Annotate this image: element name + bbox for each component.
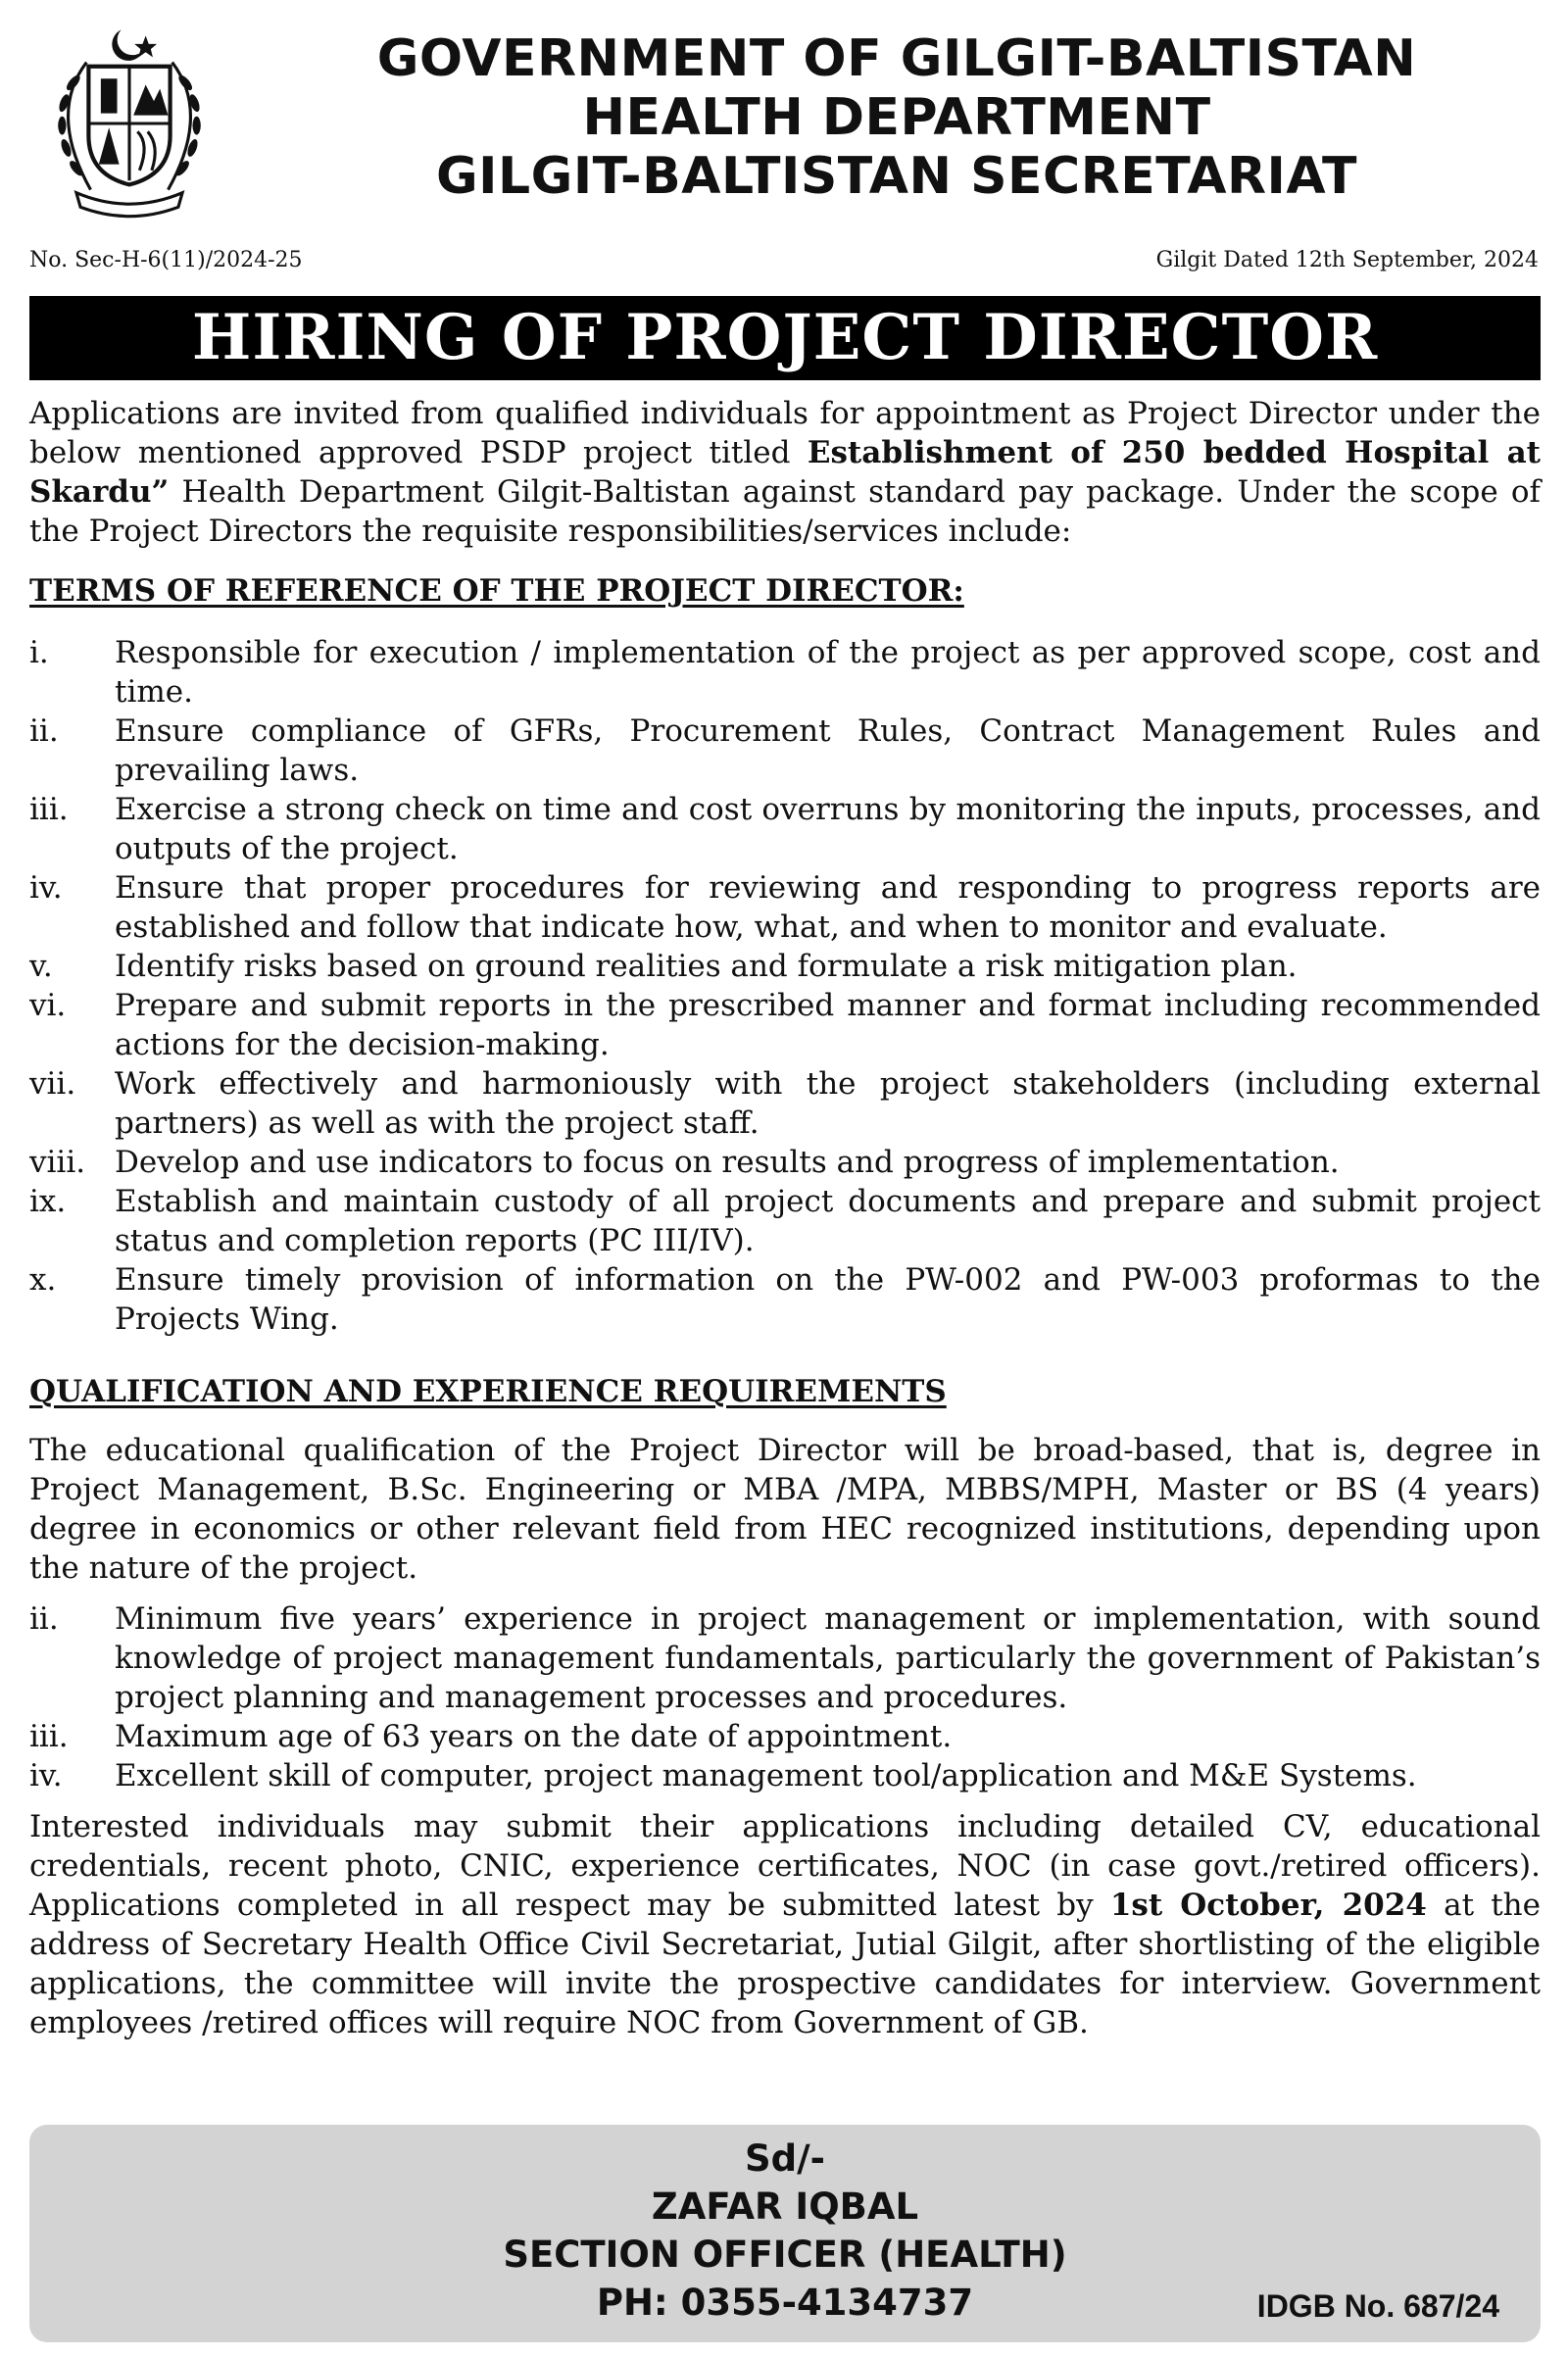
page-title: HIRING OF PROJECT DIRECTOR: [29, 296, 1541, 380]
idgb-number: IDGB No. 687/24: [1256, 2288, 1499, 2324]
intro-text-2: Health Department Gilgit-Baltistan against standard pay package. Under the scope of the Project Directors the requisite responsibilities/services include:: [29, 474, 1541, 549]
list-item: v. Identify risks based on ground realities and formulate a risk mitigation plan.: [29, 949, 1298, 984]
list-item: iv. Excellent skill of computer, project management tool/application and M&E Systems.: [29, 1758, 1417, 1793]
reference-row: [29, 248, 1539, 277]
header-line-government: GOVERNMENT OF GILGIT-BALTISTAN: [376, 29, 1417, 88]
closing-text-1: Interested individuals may submit their applications including detailed CV, educational credentials, recent photo, CNIC, experience certificates, NOC (in case govt./retired officers). Applications completed in all respect may be submitted latest by: [29, 1809, 1541, 1923]
header-line-secretariat: GILGIT-BALTISTAN SECRETARIAT: [435, 147, 1358, 206]
list-item: iii. Exercise a strong check on time and cost overruns by monitoring the inputs, processes, and outputs of the project.: [29, 792, 1541, 866]
list-item: ii. Minimum five years’ experience in project management or implementation, with sound knowledge of project management fundamentals, particularly the government of Pakistan’s project planning and management processes and procedures.: [29, 1601, 1541, 1715]
list-item: i. Responsible for execution / implementation of the project as per approved scope, cost and time.: [29, 635, 1541, 710]
signatory-name: ZAFAR IQBAL: [651, 2185, 919, 2228]
signatory-designation: SECTION OFFICER (HEALTH): [503, 2234, 1067, 2276]
list-item: iv. Ensure that proper procedures for reviewing and responding to progress reports are established and follow that indicate how, what, and when to monitor and evaluate.: [29, 870, 1541, 945]
qualification-list: [29, 1599, 1541, 1795]
signatory-phone: PH: 0355-4134737: [596, 2282, 974, 2324]
list-item: vi. Prepare and submit reports in the prescribed manner and format including recommended actions for the decision-making.: [29, 988, 1541, 1062]
intro-paragraph: [29, 394, 1541, 551]
signature-block: [29, 2125, 1541, 2342]
list-item: x. Ensure timely provision of information on the PW-002 and PW-003 proformas to the Projects Wing.: [29, 1262, 1541, 1337]
qualification-paragraph: The educational qualification of the Project Director will be broad-based, that is, degree in Project Management, B.Sc. Engineering or MBA /MPA, MBBS/MPH, Master or BS (4 years) degree in economics or other relevant field from HEC recognized institutions, depending upon the nature of the project.: [29, 1433, 1541, 1586]
list-item: ii. Ensure compliance of GFRs, Procurement Rules, Contract Management Rules and prevailing laws.: [29, 713, 1541, 788]
project-title: Establishment of 250 bedded Hospital at Skardu”: [29, 435, 1541, 510]
issue-date: Gilgit Dated 12th September, 2024: [1155, 248, 1539, 272]
tor-list: [29, 633, 1541, 1339]
closing-paragraph: [29, 1807, 1541, 2042]
deadline-date: 1st October, 2024: [1109, 1888, 1427, 1923]
list-item: vii. Work effectively and harmoniously with the project stakeholders (including external partners) as well as with the project staff.: [29, 1066, 1541, 1141]
qualification-heading: QUALIFICATION AND EXPERIENCE REQUIREMENTS: [29, 1374, 947, 1409]
list-item: iii. Maximum age of 63 years on the date of appointment.: [29, 1719, 953, 1754]
tor-heading: TERMS OF REFERENCE OF THE PROJECT DIRECTOR:: [29, 573, 964, 609]
signature-sd: Sd/-: [744, 2137, 825, 2180]
reference-number: No. Sec-H-6(11)/2024-25: [29, 248, 303, 272]
gilgit-baltistan-emblem-icon: [27, 22, 231, 225]
header-line-department: HEALTH DEPARTMENT: [582, 88, 1211, 147]
department-header: [245, 29, 1548, 206]
list-item: viii. Develop and use indicators to focus on results and progress of implementation.: [29, 1145, 1340, 1180]
intro-text-1: Applications are invited from qualified individuals for appointment as Project Director under the below mentioned approved PSDP project titled: [29, 396, 1541, 470]
list-item: ix. Establish and maintain custody of all project documents and prepare and submit project status and completion reports (PC III/IV).: [29, 1184, 1541, 1258]
closing-text-2: at the address of Secretary Health Office Civil Secretariat, Jutial Gilgit, after shortlisting of the eligible applications, the committee will invite the prospective candidates for interview. Government employees /retired offices will require NOC from Government of GB.: [29, 1888, 1541, 2040]
